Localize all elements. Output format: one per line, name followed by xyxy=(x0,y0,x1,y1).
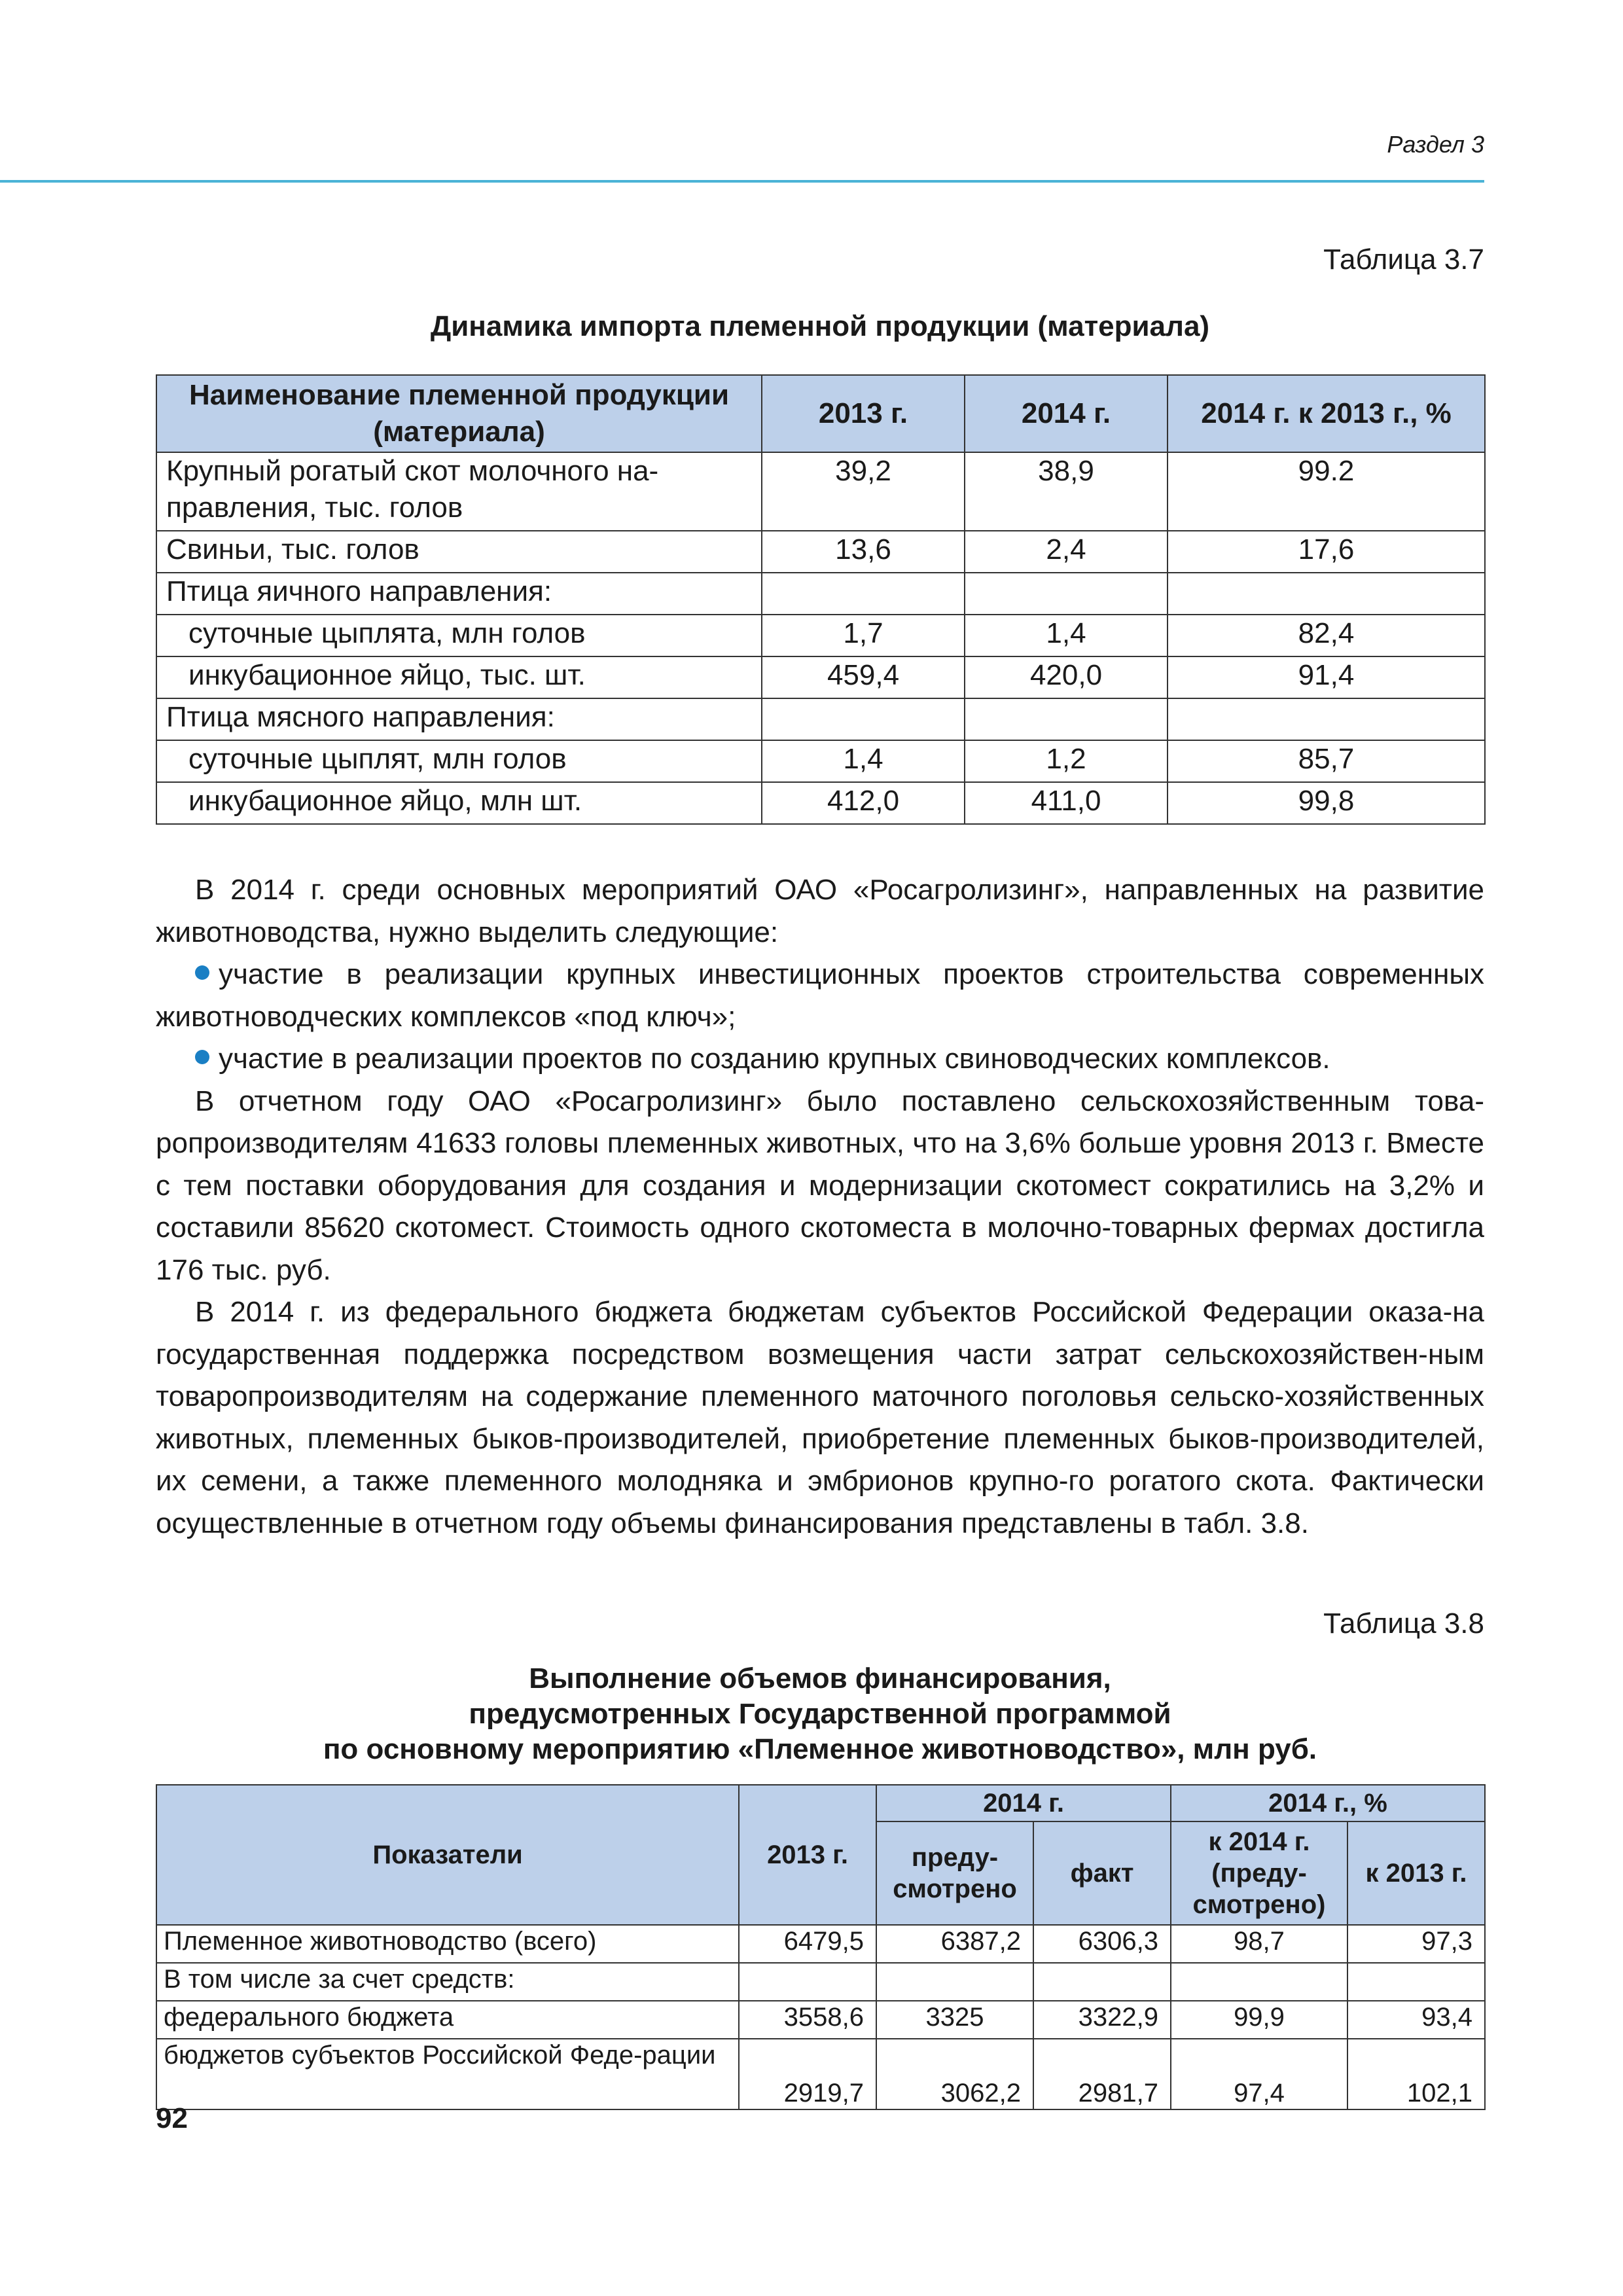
value-percent xyxy=(1168,573,1485,615)
bullet-item xyxy=(156,954,1484,1038)
row-label: суточные цыплят, млн голов xyxy=(156,740,762,782)
value-2013: 1,7 xyxy=(762,615,965,656)
row-label: Свиньи, тыс. голов xyxy=(156,531,762,573)
column-header-planned: преду-смотрено xyxy=(876,1821,1033,1925)
bullet-text: участие в реализации проектов по созданию крупных свиноводческих комплексов. xyxy=(219,1043,1330,1075)
bullet-text: участие в реализации крупных инвестиционных проектов строительства современных животноводческих комплексов «под ключ»; xyxy=(156,958,1484,1033)
body-text xyxy=(156,869,1484,1545)
value-percent: 17,6 xyxy=(1168,531,1485,573)
value-2013: 39,2 xyxy=(762,452,965,531)
table-3-8-caption: Таблица 3.8 xyxy=(1323,1607,1484,1640)
title-line: предусмотренных Государственной программой xyxy=(469,1698,1171,1730)
value-2014: 1,2 xyxy=(965,740,1168,782)
bullet-dot-icon xyxy=(195,965,209,980)
column-header-vs-2013: к 2013 г. xyxy=(1347,1821,1485,1925)
paragraph: В 2014 г. среди основных мероприятий ОАО «Росагролизинг», направленных на развитие животноводства, нужно выделить следующие: xyxy=(156,874,1484,948)
value-2014 xyxy=(965,573,1168,615)
table-3-7-caption: Таблица 3.7 xyxy=(1323,243,1484,276)
column-header-2014: 2014 г. xyxy=(876,1785,1171,1821)
row-label: В том числе за счет средств: xyxy=(156,1963,739,2001)
page-number: 92 xyxy=(156,2102,188,2134)
row-label: инкубационное яйцо, млн шт. xyxy=(156,782,762,824)
column-header: 2013 г. xyxy=(762,375,965,452)
table-row xyxy=(156,2039,1485,2109)
value-percent: 99,8 xyxy=(1168,782,1485,824)
column-header-2014-percent: 2014 г., % xyxy=(1171,1785,1485,1821)
value-2013: 412,0 xyxy=(762,782,965,824)
column-header: 2014 г. к 2013 г., % xyxy=(1168,375,1485,452)
value-percent xyxy=(1168,698,1485,740)
table-row xyxy=(156,452,1485,531)
row-label: инкубационное яйцо, тыс. шт. xyxy=(156,656,762,698)
value-planned: 3325 xyxy=(876,2001,1033,2039)
value-2014: 2,4 xyxy=(965,531,1168,573)
value-2014: 1,4 xyxy=(965,615,1168,656)
value-vs-2013 xyxy=(1347,1963,1485,2001)
value-2013: 1,4 xyxy=(762,740,965,782)
table-row xyxy=(156,2001,1485,2039)
value-vs-2013: 93,4 xyxy=(1347,2001,1485,2039)
value-2013: 459,4 xyxy=(762,656,965,698)
value-2013 xyxy=(739,1963,876,2001)
column-header: 2014 г. xyxy=(965,375,1168,452)
value-fact xyxy=(1033,1963,1171,2001)
value-2013: 6479,5 xyxy=(739,1925,876,1963)
import-table xyxy=(156,374,1486,825)
table-header-row xyxy=(156,1785,1485,1821)
value-2014 xyxy=(965,698,1168,740)
row-label: Птица мясного направления: xyxy=(156,698,762,740)
value-fact: 6306,3 xyxy=(1033,1925,1171,1963)
title-line: по основному мероприятию «Племенное животноводство», млн руб. xyxy=(323,1733,1317,1765)
row-label: Птица яичного направления: xyxy=(156,573,762,615)
row-label: Племенное животноводство (всего) xyxy=(156,1925,739,1963)
table-header-row xyxy=(156,375,1485,452)
table-row xyxy=(156,1925,1485,1963)
column-header-2013: 2013 г. xyxy=(739,1785,876,1925)
paragraph: В 2014 г. из федерального бюджета бюджетам субъектов Российской Федерации оказа-на государственная поддержка посредством возмещения части затрат сельскохозяйствен-ным товаропроизводителям на содержание племенного маточного поголовья сельско-хозяйственных животных, племенных быков-производителей, приобретение племенных быков-производителей, их семени, а также племенного молодняка и эмбрионов крупно-го рогатого скота. Фактически осуществленные в отчетном году объемы финансирования представлены в табл. 3.8. xyxy=(156,1296,1484,1539)
value-vs-plan: 98,7 xyxy=(1171,1925,1347,1963)
value-fact: 2981,7 xyxy=(1033,2039,1171,2109)
value-planned: 3062,2 xyxy=(876,2039,1033,2109)
header-rule xyxy=(0,180,1484,183)
table-row xyxy=(156,782,1485,824)
table-row xyxy=(156,573,1485,615)
value-2014: 411,0 xyxy=(965,782,1168,824)
value-fact: 3322,9 xyxy=(1033,2001,1171,2039)
value-vs-2013: 97,3 xyxy=(1347,1925,1485,1963)
value-percent: 85,7 xyxy=(1168,740,1485,782)
value-2013: 13,6 xyxy=(762,531,965,573)
section-label: Раздел 3 xyxy=(1387,131,1484,158)
value-2013: 2919,7 xyxy=(739,2039,876,2109)
title-line: Выполнение объемов финансирования, xyxy=(529,1662,1111,1695)
table-row xyxy=(156,615,1485,656)
table-row xyxy=(156,1963,1485,2001)
bullet-item xyxy=(156,1038,1484,1081)
row-label: Крупный рогатый скот молочного на-правления, тыс. голов xyxy=(156,452,762,531)
value-2014: 38,9 xyxy=(965,452,1168,531)
financing-table xyxy=(156,1784,1486,2110)
value-2013 xyxy=(762,698,965,740)
table-3-8-title xyxy=(156,1661,1484,1767)
row-label: бюджетов субъектов Российской Феде-рации xyxy=(156,2039,739,2109)
table-row xyxy=(156,698,1485,740)
value-2014: 420,0 xyxy=(965,656,1168,698)
value-vs-plan: 97,4 xyxy=(1171,2039,1347,2109)
value-percent: 82,4 xyxy=(1168,615,1485,656)
column-header-fact: факт xyxy=(1033,1821,1171,1925)
value-vs-plan: 99,9 xyxy=(1171,2001,1347,2039)
value-vs-2013: 102,1 xyxy=(1347,2039,1485,2109)
table-row xyxy=(156,531,1485,573)
table-row xyxy=(156,740,1485,782)
value-percent: 99.2 xyxy=(1168,452,1485,531)
value-2013 xyxy=(762,573,965,615)
paragraph: В отчетном году ОАО «Росагролизинг» было поставлено сельскохозяйственным това-ропроизводителям 41633 головы племенных животных, что на 3,6% больше уровня 2013 г. Вместе с тем поставки оборудования для создания и модернизации скотомест сократились на 3,2% и составили 85620 скотомест. Стоимость одного скотоместа в молочно-товарных фермах достигла 176 тыс. руб. xyxy=(156,1085,1484,1286)
value-planned: 6387,2 xyxy=(876,1925,1033,1963)
row-label: федерального бюджета xyxy=(156,2001,739,2039)
value-vs-plan xyxy=(1171,1963,1347,2001)
value-2013: 3558,6 xyxy=(739,2001,876,2039)
value-planned xyxy=(876,1963,1033,2001)
bullet-dot-icon xyxy=(195,1050,209,1064)
column-header-indicators: Показатели xyxy=(156,1785,739,1925)
table-3-7-title: Динамика импорта племенной продукции (материала) xyxy=(430,310,1210,342)
column-header-vs-plan: к 2014 г. (преду-смотрено) xyxy=(1171,1821,1347,1925)
value-percent: 91,4 xyxy=(1168,656,1485,698)
table-row xyxy=(156,656,1485,698)
column-header: Наименование племенной продукции (материала) xyxy=(156,375,762,452)
row-label: суточные цыплята, млн голов xyxy=(156,615,762,656)
